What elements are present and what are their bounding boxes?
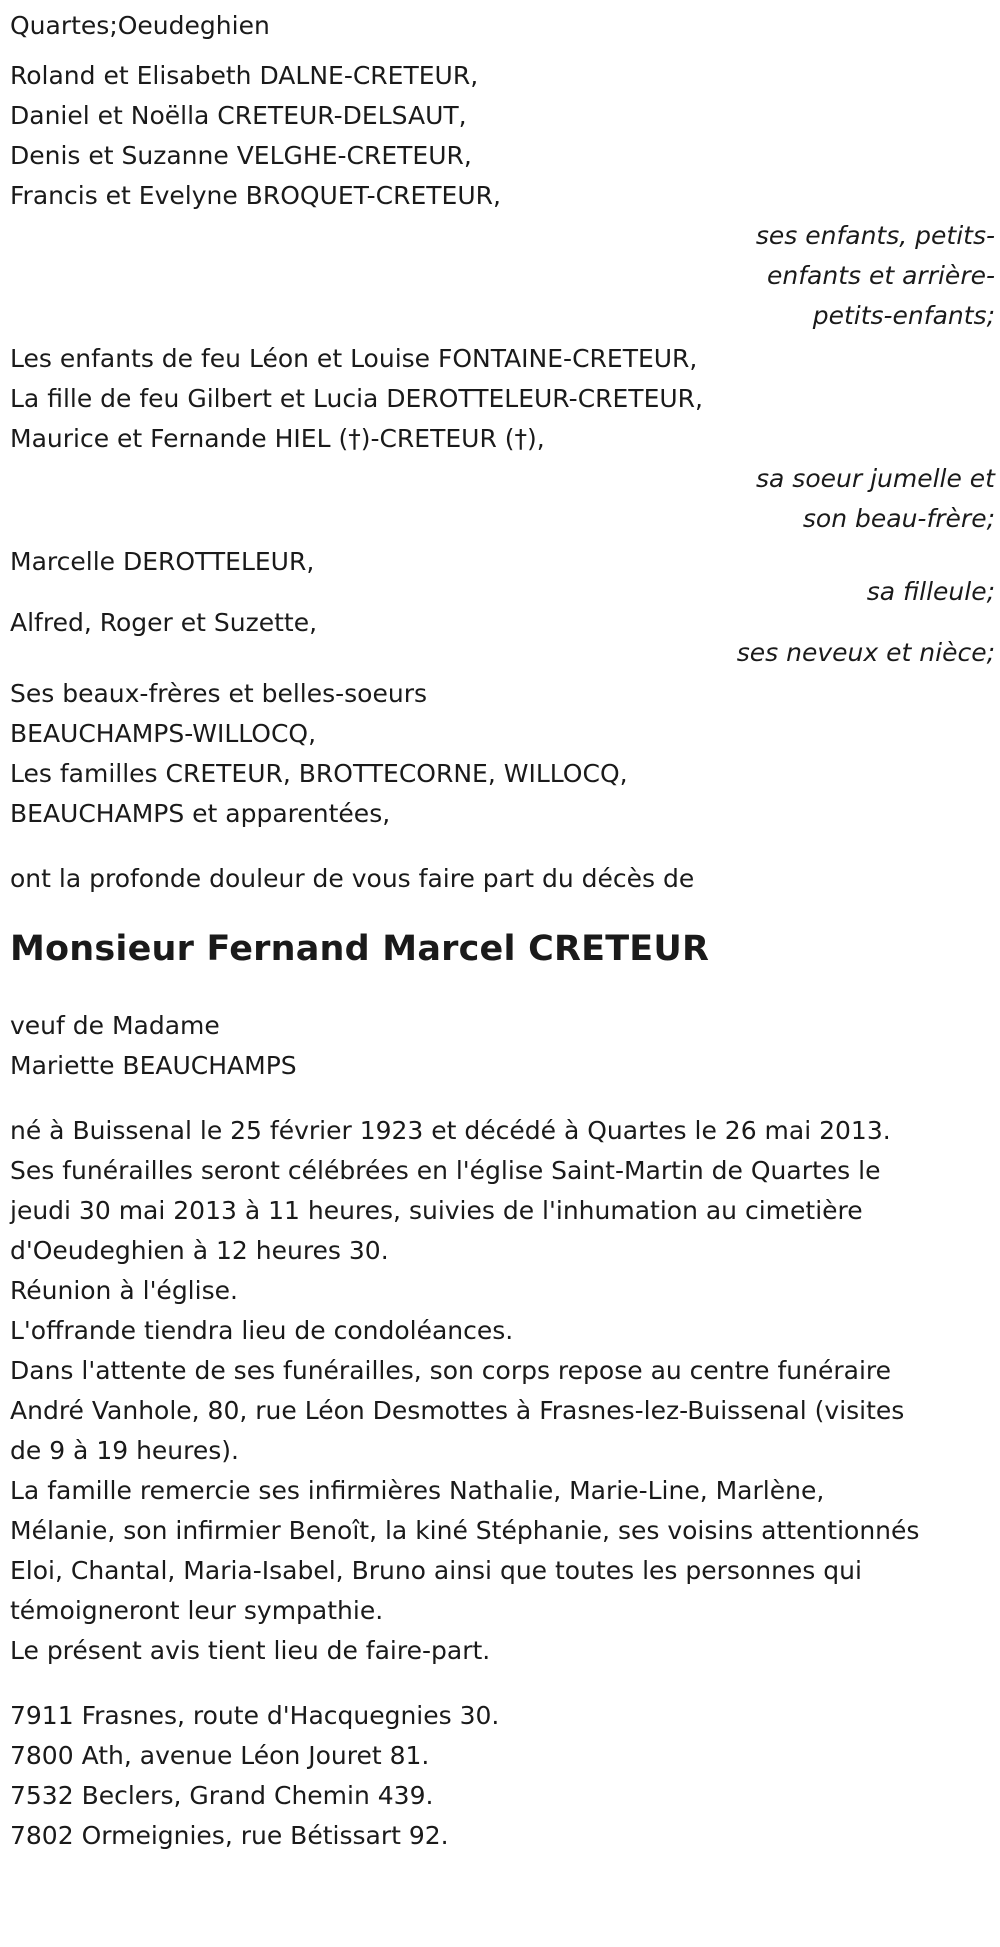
in-laws-line: BEAUCHAMPS-WILLOCQ, (10, 719, 317, 748)
in-laws-line: BEAUCHAMPS et apparentées, (10, 799, 391, 828)
widower-line: veuf de Madame (10, 1011, 220, 1040)
offering-text: L'offrande tiendra lieu de condoléances. (10, 1316, 514, 1345)
thanks-text: Mélanie, son infirmier Benoît, la kiné Stéphanie, ses voisins attentionnés (10, 1516, 920, 1545)
funeral-text: jeudi 30 mai 2013 à 11 heures, suivies de l'inhumation au cimetière (10, 1196, 863, 1225)
child-line: Daniel et Noëlla CRETEUR-DELSAUT, (10, 101, 467, 130)
address-line: 7532 Beclers, Grand Chemin 439. (10, 1781, 434, 1810)
siblings-relation: sa soeur jumelle et (756, 464, 995, 493)
address-line: 7911 Frasnes, route d'Hacquegnies 30. (10, 1701, 500, 1730)
rest-text: de 9 à 19 heures). (10, 1436, 239, 1465)
nephews-line: Alfred, Roger et Suzette, (10, 608, 318, 637)
funeral-text: d'Oeudeghien à 12 heures 30. (10, 1236, 389, 1265)
funeral-text: Ses funérailles seront célébrées en l'église Saint-Martin de Quartes le (10, 1156, 881, 1185)
address-line: 7802 Ormeignies, rue Bétissart 92. (10, 1821, 449, 1850)
birth-death-text: né à Buissenal le 25 février 1923 et décédé à Quartes le 26 mai 2013. (10, 1116, 891, 1145)
sibling-line: Maurice et Fernande HIEL (†)-CRETEUR (†), (10, 424, 545, 453)
notice-text: Le présent avis tient lieu de faire-part. (10, 1636, 491, 1665)
deceased-name: Monsieur Fernand Marcel CRETEUR (10, 929, 710, 969)
thanks-text: La famille remercie ses infirmières Nathalie, Marie-Line, Marlène, (10, 1476, 825, 1505)
children-relation: ses enfants, petits- (755, 221, 995, 250)
meeting-text: Réunion à l'église. (10, 1276, 238, 1305)
siblings-relation: son beau-frère; (802, 504, 995, 533)
announcement-text: ont la profonde douleur de vous faire part du décès de (10, 864, 695, 893)
sibling-line: Les enfants de feu Léon et Louise FONTAINE-CRETEUR, (10, 344, 698, 373)
child-line: Roland et Elisabeth DALNE-CRETEUR, (10, 61, 479, 90)
rest-text: André Vanhole, 80, rue Léon Desmottes à Frasnes-lez-Buissenal (visites (10, 1396, 905, 1425)
child-line: Denis et Suzanne VELGHE-CRETEUR, (10, 141, 472, 170)
goddaughter-line: Marcelle DEROTTELEUR, (10, 547, 315, 576)
children-relation: enfants et arrière- (767, 261, 995, 290)
thanks-text: témoigneront leur sympathie. (10, 1596, 384, 1625)
in-laws-line: Ses beaux-frères et belles-soeurs (10, 679, 427, 708)
children-relation: petits-enfants; (812, 301, 995, 330)
child-line: Francis et Evelyne BROQUET-CRETEUR, (10, 181, 501, 210)
thanks-text: Eloi, Chantal, Maria-Isabel, Bruno ainsi que toutes les personnes qui (10, 1556, 862, 1585)
in-laws-line: Les familles CRETEUR, BROTTECORNE, WILLOCQ, (10, 759, 628, 788)
widower-line: Mariette BEAUCHAMPS (10, 1051, 297, 1080)
rest-text: Dans l'attente de ses funérailles, son corps repose au centre funéraire (10, 1356, 892, 1385)
address-line: 7800 Ath, avenue Léon Jouret 81. (10, 1741, 430, 1770)
sibling-line: La fille de feu Gilbert et Lucia DEROTTELEUR-CRETEUR, (10, 384, 703, 413)
nephews-relation: ses neveux et nièce; (736, 638, 995, 667)
obituary-notice (10, 6, 1000, 1856)
goddaughter-relation: sa filleule; (866, 577, 995, 606)
location-header: Quartes;Oeudeghien (10, 11, 270, 40)
